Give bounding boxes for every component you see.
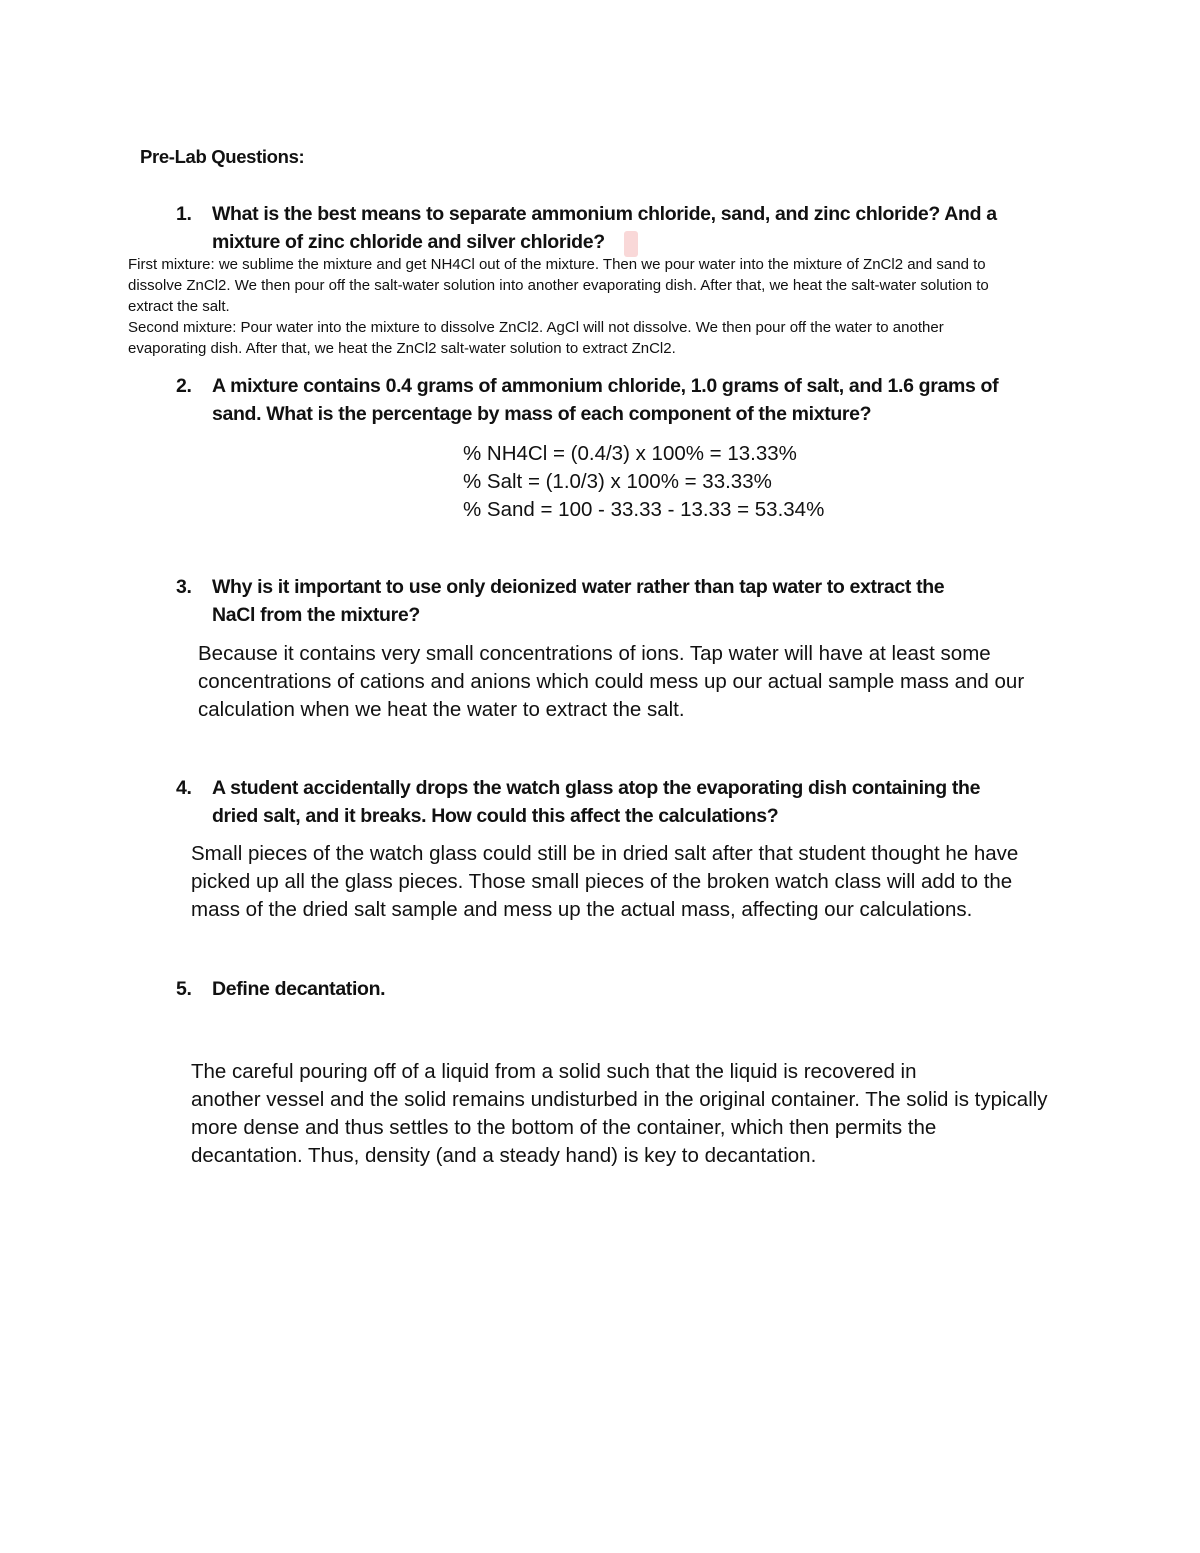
question-number: 4. xyxy=(176,777,192,799)
answer-line: % Sand = 100 - 33.33 - 13.33 = 53.34% xyxy=(463,498,825,521)
answer-1 xyxy=(128,254,989,359)
answer-line: another vessel and the solid remains undisturbed in the original container. The solid is typically xyxy=(191,1088,1048,1111)
answer-line: picked up all the glass pieces. Those small pieces of the broken watch class will add to the xyxy=(191,870,1013,893)
question-number: 5. xyxy=(176,978,192,1000)
page-heading: Pre-Lab Questions: xyxy=(140,146,305,167)
answer-line: % Salt = (1.0/3) x 100% = 33.33% xyxy=(463,470,772,493)
answer-line: calculation when we heat the water to extract the salt. xyxy=(198,698,685,721)
answer-line: dissolve ZnCl2. We then pour off the salt-water solution into another evaporating dish. After that, we heat the salt-water solution to xyxy=(128,277,989,294)
question-line: What is the best means to separate ammonium chloride, sand, and zinc chloride? And a xyxy=(212,203,997,225)
answer-line: mass of the dried salt sample and mess up the actual mass, affecting our calculations. xyxy=(191,898,973,921)
question-number: 1. xyxy=(176,203,192,225)
answer-line: Because it contains very small concentrations of ions. Tap water will have at least some xyxy=(198,642,991,665)
answer-line: extract the salt. xyxy=(128,298,230,315)
answer-line: decantation. Thus, density (and a steady hand) is key to decantation. xyxy=(191,1144,817,1167)
question-line: dried salt, and it breaks. How could this affect the calculations? xyxy=(212,805,779,827)
answer-5 xyxy=(191,1058,1048,1170)
question-line: sand. What is the percentage by mass of each component of the mixture? xyxy=(212,403,872,425)
answer-4 xyxy=(191,840,1018,924)
answer-line: Small pieces of the watch glass could still be in dried salt after that student thought he have xyxy=(191,842,1019,865)
answer-line: % NH4Cl = (0.4/3) x 100% = 13.33% xyxy=(463,442,797,465)
answer-line: First mixture: we sublime the mixture and get NH4Cl out of the mixture. Then we pour water into the mixture of ZnCl2 and sand to xyxy=(128,256,986,273)
question-line: Why is it important to use only deionized water rather than tap water to extract the xyxy=(212,576,945,598)
question-line: mixture of zinc chloride and silver chloride? xyxy=(212,231,605,253)
question-line: A mixture contains 0.4 grams of ammonium chloride, 1.0 grams of salt, and 1.6 grams of xyxy=(212,375,999,397)
answer-line: concentrations of cations and anions which could mess up our actual sample mass and our xyxy=(198,670,1025,693)
question-line: A student accidentally drops the watch glass atop the evaporating dish containing the xyxy=(212,777,981,799)
answer-line: evaporating dish. After that, we heat the ZnCl2 salt-water solution to extract ZnCl2. xyxy=(128,340,676,357)
question-number: 3. xyxy=(176,576,192,598)
answer-line: Second mixture: Pour water into the mixture to dissolve ZnCl2. AgCl will not dissolve. We then pour off the water to another xyxy=(128,319,944,336)
answer-2 xyxy=(463,440,824,524)
question-line: Define decantation. xyxy=(212,978,386,1000)
answer-3 xyxy=(198,640,1024,724)
question-line: NaCl from the mixture? xyxy=(212,604,420,626)
question-number: 2. xyxy=(176,375,192,397)
answer-line: more dense and thus settles to the bottom of the container, which then permits the xyxy=(191,1116,937,1139)
answer-line: The careful pouring off of a liquid from a solid such that the liquid is recovered in xyxy=(191,1060,917,1083)
